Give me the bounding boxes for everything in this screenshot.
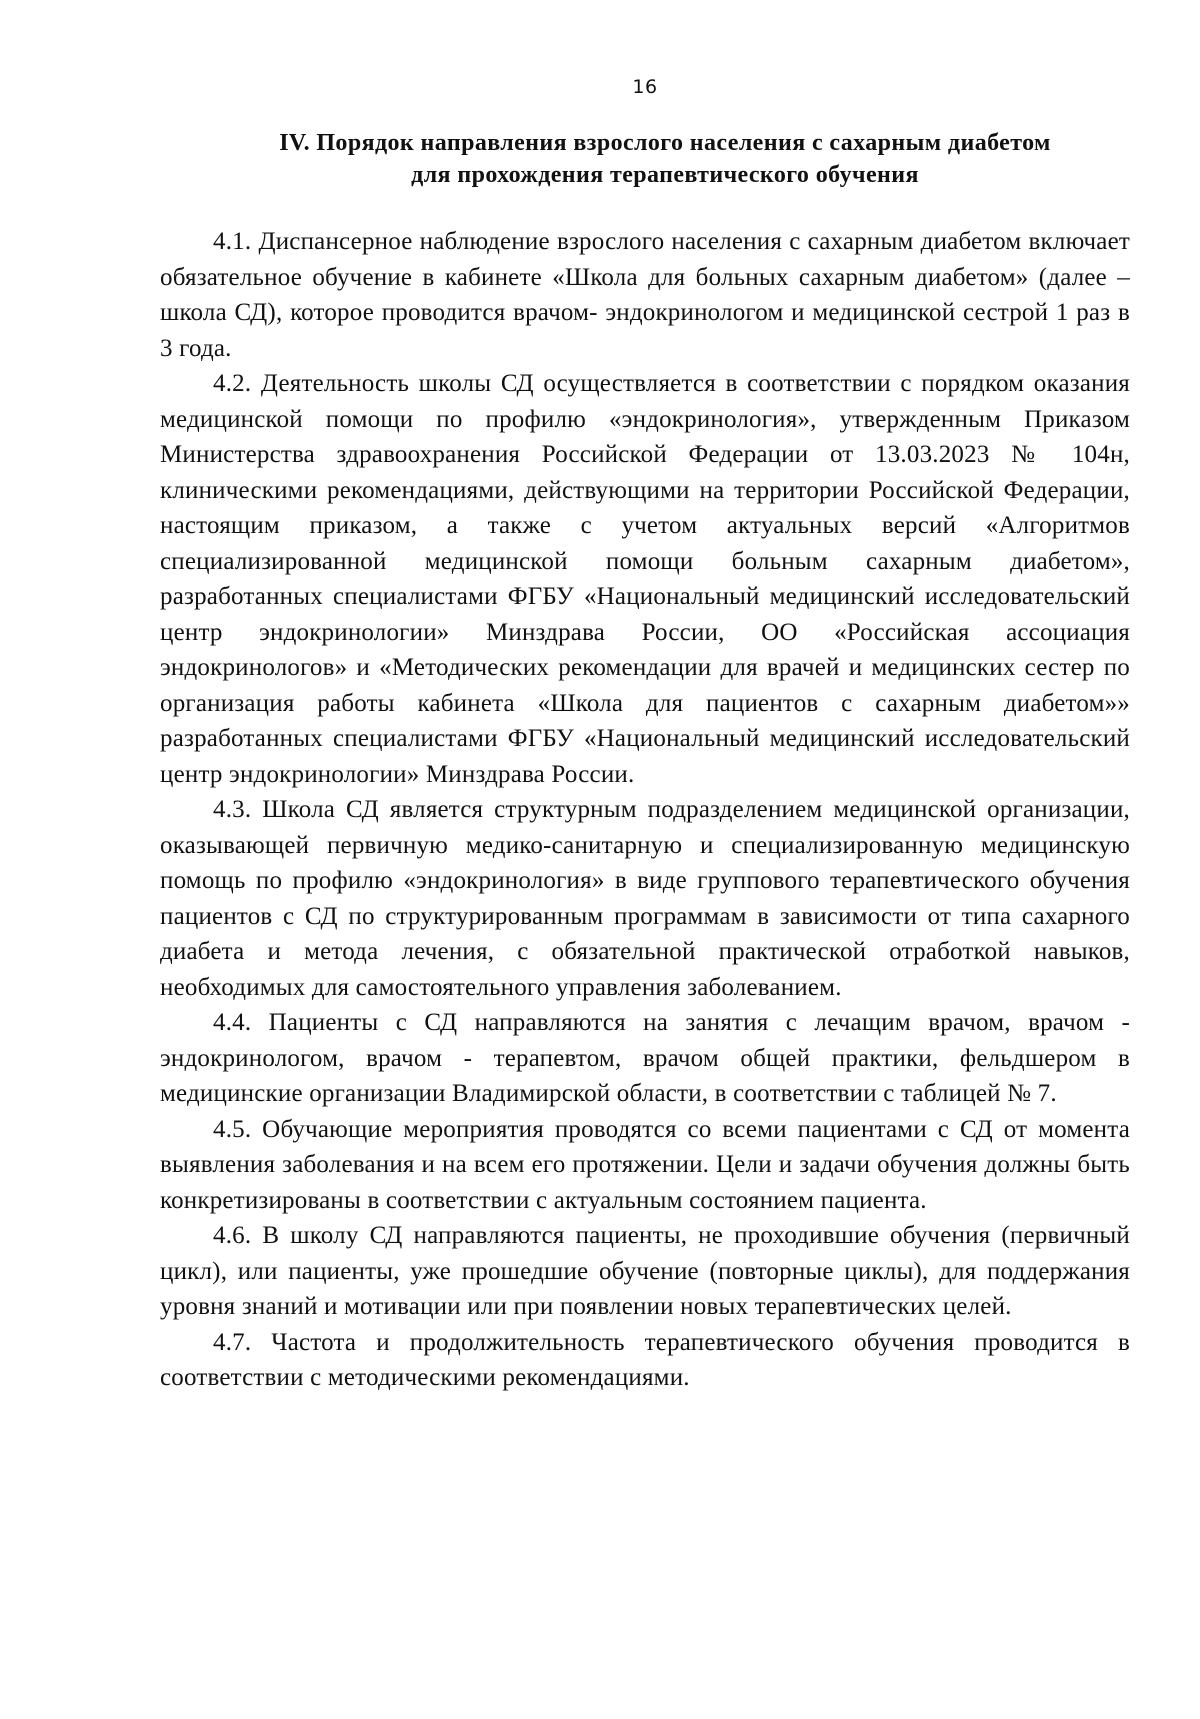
paragraph-4-5: 4.5. Обучающие мероприятия проводятся со всеми пациентами с СД от момента выявления заболевания и на всем его протяжении. Цели и задачи обучения должны быть конкретизированы в соответствии с актуальным состоянием пациента. bbox=[160, 1115, 1130, 1214]
page-number: 16 bbox=[632, 76, 658, 98]
section-heading bbox=[225, 127, 1105, 191]
paragraph-4-6: 4.6. В школу СД направляются пациенты, не проходившие обучения (первичный цикл), или пациенты, уже прошедшие обучение (повторные циклы), для поддержания уровня знаний и мотивации или при появлении новых терапевтических целей. bbox=[160, 1222, 1130, 1320]
paragraph-4-4: 4.4. Пациенты с СД направляются на занятия с лечащим врачом, врачом - эндокринологом, врачом - терапевтом, врачом общей практики, фельдшером в медицинские организации Владимирской области, в соответствии с таблицей № 7. bbox=[160, 1009, 1130, 1107]
paragraph-4-2: 4.2. Деятельность школы СД осуществляется в соответствии с порядком оказания медицинской помощи по профилю «эндокринология», утвержденным Приказом Министерства здравоохранения Российской Федерации от 13.03.2023 № 104н, клиническими рекомендациями, действующими на территории Российской Федерации, настоящим приказом, а также с учетом актуальных версий «Алгоритмов специализированной медицинской помощи больным сахарным диабетом», разработанных специалистами ФГБУ «Национальный медицинский исследовательский центр эндокринологии» Минздрава России, ОО «Российская ассоциация эндокринологов» и «Методических рекомендации для врачей и медицинских сестер по организация работы кабинета «Школа для пациентов с сахарным диабетом»» разработанных специалистами ФГБУ «Национальный медицинский исследовательский центр эндокринологии» Минздрава России. bbox=[160, 370, 1130, 788]
body-text bbox=[160, 224, 1130, 1396]
section-heading-line-1: IV. Порядок направления взрослого населения с сахарным диабетом bbox=[279, 130, 1051, 156]
paragraph-4-7: 4.7. Частота и продолжительность терапевтического обучения проводится в соответствии с методическими рекомендациями. bbox=[160, 1328, 1130, 1391]
paragraph-4-1: 4.1. Диспансерное наблюдение взрослого населения с сахарным диабетом включает обязательное обучение в кабинете «Школа для больных сахарным диабетом» (далее – школа СД), которое проводится врачом- эндокринологом и медицинской сестрой 1 раз в 3 года. bbox=[160, 228, 1130, 362]
paragraph-4-3: 4.3. Школа СД является структурным подразделением медицинской организации, оказывающей первичную медико-санитарную и специализированную медицинскую помощь по профилю «эндокринология» в виде группового терапевтического обучения пациентов с СД по структурированным программам в зависимости от типа сахарного диабета и метода лечения, с обязательной практической отработкой навыков, необходимых для самостоятельного управления заболеванием. bbox=[160, 796, 1130, 1001]
section-heading-line-2: для прохождения терапевтического обучения bbox=[411, 162, 919, 188]
